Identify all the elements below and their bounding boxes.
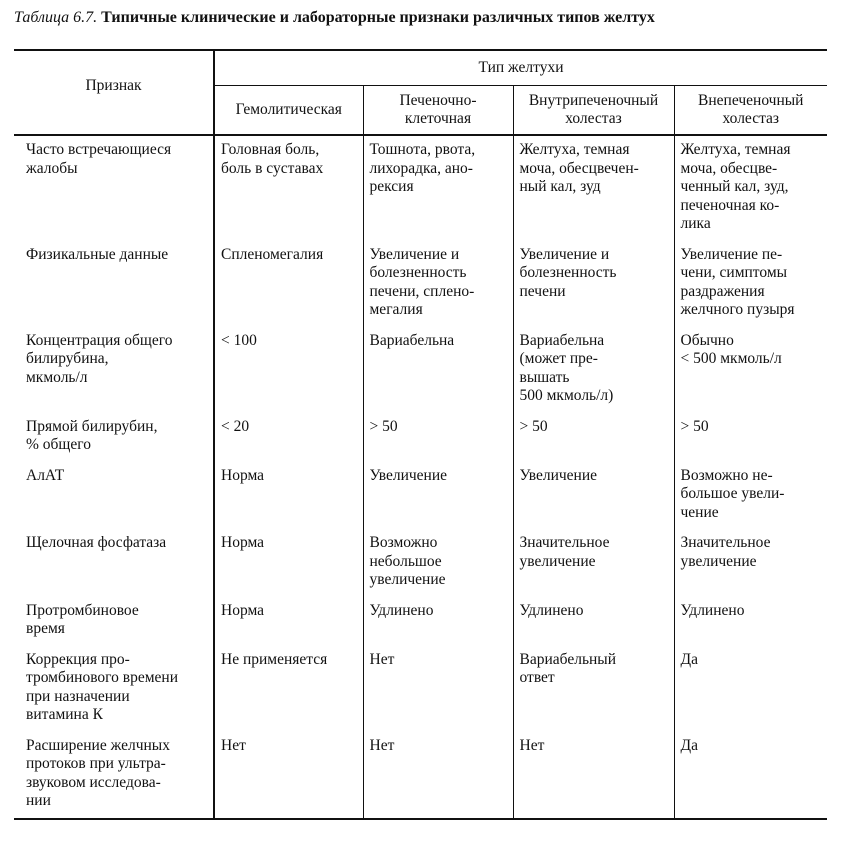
- cell-hemolytic: < 100: [214, 327, 363, 413]
- cell-hepatocellular: Возможно небольшое увеличение: [363, 529, 513, 597]
- cell-hemolytic: Норма: [214, 462, 363, 530]
- cell-hemolytic: Норма: [214, 529, 363, 597]
- table-row: [14, 413, 827, 462]
- jaundice-table: [14, 49, 827, 820]
- cell-extrahepatic: Обычно < 500 мкмоль/л: [680, 331, 782, 367]
- row-feature: Коррекция про- тромбинового времени при назначении витамина К: [14, 646, 214, 732]
- cell-hemolytic: Нет: [214, 732, 363, 819]
- cell-hepatocellular: Увеличение: [363, 462, 513, 530]
- table-row: [14, 529, 827, 597]
- cell-hemolytic: Не применяется: [214, 646, 363, 732]
- cell-hepatocellular: Вариабельна: [363, 327, 513, 413]
- row-feature: Расширение желчных протоков при ультра- звуковом исследова- нии: [14, 732, 214, 819]
- cell-hepatocellular: Нет: [363, 646, 513, 732]
- row-feature: Физикальные данные: [14, 241, 214, 327]
- cell-intrahepatic: Увеличение: [513, 462, 674, 530]
- cell-intrahepatic: Удлинено: [513, 597, 674, 646]
- cell-extrahepatic: Увеличение пе- чени, симптомы раздражения желчного пузыря: [680, 245, 795, 318]
- row-feature: АлАТ: [14, 462, 214, 530]
- cell-hepatocellular: Нет: [363, 732, 513, 819]
- cell-intrahepatic: Нет: [513, 732, 674, 819]
- cell-extrahepatic: Желтуха, темная моча, обесцве- ченный кал, зуд, печеночная ко- лика: [680, 141, 791, 232]
- table-caption: [14, 8, 834, 28]
- cell-intrahepatic: > 50: [513, 413, 674, 462]
- row-feature: Концентрация общего билирубина, мкмоль/л: [14, 327, 214, 413]
- row-feature: Протромбиновое время: [14, 597, 214, 646]
- cell-extrahepatic: > 50: [680, 417, 709, 435]
- header-feature: Признак: [14, 50, 214, 135]
- table-row: [14, 732, 827, 819]
- row-feature: Часто встречающиеся жалобы: [14, 135, 214, 241]
- header-type-hepatocellular: Печеночно- клеточная: [363, 86, 513, 136]
- cell-extrahepatic: Да: [674, 732, 827, 819]
- table-row: [14, 241, 827, 327]
- cell-hepatocellular: Удлинено: [363, 597, 513, 646]
- table-row: [14, 327, 827, 413]
- cell-hemolytic: Спленомегалия: [214, 241, 363, 327]
- cell-hepatocellular: > 50: [363, 413, 513, 462]
- caption-title: Типичные клинические и лабораторные признаки различных типов желтух: [101, 9, 655, 26]
- table-body: [14, 135, 827, 819]
- cell-intrahepatic: Увеличение и болезненность печени: [513, 241, 674, 327]
- table-row: [14, 135, 827, 241]
- cell-intrahepatic: Вариабельна (может пре- вышать 500 мкмоль/л): [513, 327, 674, 413]
- cell-hemolytic: Норма: [214, 597, 363, 646]
- table-row: [14, 646, 827, 732]
- header-type-hemolytic: Гемолитическая: [214, 86, 363, 136]
- cell-extrahepatic: Возможно не- большое увели- чение: [680, 466, 785, 521]
- cell-extrahepatic: Удлинено: [680, 601, 745, 619]
- cell-extrahepatic: Значительное увеличение: [680, 534, 771, 570]
- cell-extrahepatic: Да: [680, 650, 698, 668]
- table-row: [14, 597, 827, 646]
- header-group: Тип желтухи: [214, 50, 827, 86]
- row-feature: Щелочная фосфатаза: [14, 529, 214, 597]
- cell-hemolytic: < 20: [214, 413, 363, 462]
- cell-intrahepatic: Вариабельный ответ: [513, 646, 674, 732]
- cell-intrahepatic: Желтуха, темная моча, обесцвечен- ный кал, зуд: [513, 135, 674, 241]
- header-type-intrahepatic: Внутрипеченочный холестаз: [513, 86, 674, 136]
- cell-hepatocellular: Тошнота, рвота, лихорадка, ано- рексия: [363, 135, 513, 241]
- caption-label: Таблица 6.7.: [14, 9, 98, 26]
- row-feature: Прямой билирубин, % общего: [14, 413, 214, 462]
- header-type-extrahepatic: Внепеченочный холестаз: [674, 86, 827, 136]
- cell-hepatocellular: Увеличение и болезненность печени, сплено- мегалия: [363, 241, 513, 327]
- cell-intrahepatic: Значительное увеличение: [513, 529, 674, 597]
- cell-hemolytic: Головная боль, боль в суставах: [214, 135, 363, 241]
- table-row: [14, 462, 827, 530]
